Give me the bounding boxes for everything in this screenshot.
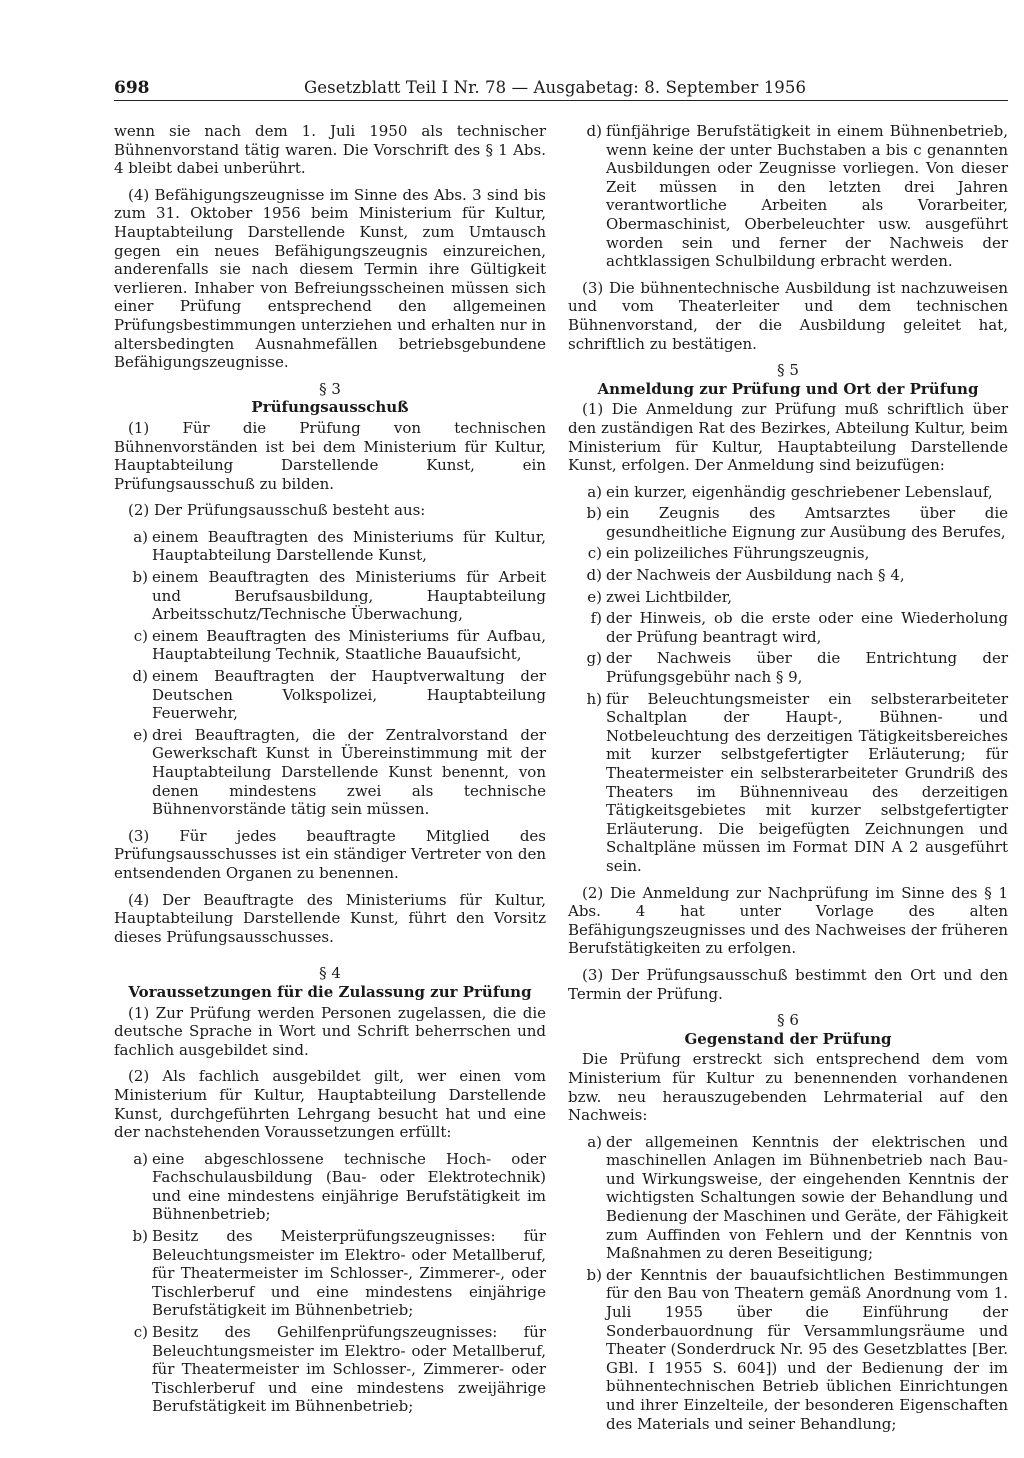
list-item bbox=[568, 588, 1008, 607]
list-item bbox=[114, 1323, 546, 1416]
list-item-label: c) bbox=[133, 1323, 148, 1342]
list-item bbox=[568, 1266, 1008, 1433]
paragraph: (3) Der Prüfungsausschuß bestimmt den Ort und den Termin der Prüfung. bbox=[568, 965, 1008, 1003]
list-item-text: einem Beauftragten der Hauptverwaltung der Deutschen Volkspolizei, Hauptabteilung Feuerwehr, bbox=[152, 667, 546, 723]
list-item-text: ein polizeiliches Führungszeugnis, bbox=[606, 544, 870, 563]
paragraph: wenn sie nach dem 1. Juli 1950 als technischer Bühnenvorstand tätig waren. Die Vorschrift des § 1 Abs. 4 bleibt dabei unberührt. bbox=[114, 122, 546, 178]
list bbox=[114, 1150, 546, 1416]
list bbox=[568, 483, 1008, 876]
list-item-text: eine abgeschlossene technische Hoch- oder Fachschulausbildung (Bau- oder Elektrotechnik) und eine mindestens einjährige Berufstätigkeit im Bühnenbetrieb; bbox=[152, 1149, 546, 1224]
list-item-text: zwei Lichtbilder, bbox=[606, 587, 732, 606]
list-item-text: einem Beauftragten des Ministeriums für Kultur, Hauptabteilung Darstellende Kunst, bbox=[152, 527, 546, 565]
list-item bbox=[568, 690, 1008, 876]
section-number: § 3 bbox=[319, 379, 341, 398]
list-item-text: der allgemeinen Kenntnis der elektrischen und maschinellen Anlagen im Bühnenbetrieb nach Bau- und Wirkungsweise, der eingehenden Kenntnis der wichtigsten Schaltungen sowie der Behandlung und Bedienung der Maschinen und Geräte, der Fähigkeit zum Auffinden von Fehlern und der Kenntnis von Maßnahmen zu deren Beseitigung; bbox=[606, 1132, 1008, 1263]
list-item bbox=[114, 1227, 546, 1320]
list-item-text: fünfjährige Berufstätigkeit in einem Bühnenbetrieb, wenn keine der unter Buchstaben a bis c genannten Ausbildungen oder Zeugnisse vorliegen. Von dieser Zeit müssen in den letzten drei Jahren verantwortliche Arbeiten als Vorarbeiter, Obermaschinist, Oberbeleuchter usw. ausgeführt worden sein und ferner der Nachweis der achtklassigen Schulbildung erbracht werden. bbox=[606, 122, 1008, 271]
section-title: Voraussetzungen für die Zulassung zur Prüfung bbox=[128, 982, 532, 1001]
list-item bbox=[568, 649, 1008, 686]
list-item bbox=[114, 568, 546, 624]
paragraph: (2) Als fachlich ausgebildet gilt, wer einen vom Ministerium für Kultur, Hauptabteilung Darstellende Kunst, durchgeführten Lehrgang besucht hat und eine der nachstehenden Voraussetzungen erfüllt: bbox=[114, 1067, 546, 1142]
section-title: Gegenstand der Prüfung bbox=[684, 1029, 892, 1048]
left-column bbox=[114, 122, 546, 1424]
list-item-label: e) bbox=[587, 587, 602, 606]
list-item-label: d) bbox=[586, 122, 602, 140]
list-item-label: a) bbox=[587, 482, 602, 501]
list-item-text: einem Beauftragten des Ministeriums für Aufbau, Hauptabteilung Technik, Staatliche Bauaufsicht, bbox=[152, 626, 546, 664]
list-item-label: a) bbox=[133, 527, 148, 546]
list-item-label: c) bbox=[587, 544, 602, 563]
paragraph: (4) Befähigungszeugnisse im Sinne des Abs. 3 sind bis zum 31. Oktober 1956 beim Ministerium für Kultur, Hauptabteilung Darstellende Kunst, zum Umtausch gegen ein neues Befähigungszeugnis einzureichen, anderenfalls sie nach diesem Termin ihre Gültigkeit verlieren. Inhaber von Befreiungsscheinen müssen sich einer Prüfung entsprechend den allgemeinen Prüfungsbestimmungen unterziehen und erhalten nur in altersbedingten Ausnahmefällen betriebsgebundene Befähigungszeugnisse. bbox=[114, 185, 546, 372]
list-item bbox=[568, 483, 1008, 502]
list bbox=[568, 1133, 1008, 1434]
list-item-text: ein kurzer, eigenhändig geschriebener Lebenslauf, bbox=[606, 482, 993, 501]
paragraph: (1) Zur Prüfung werden Personen zugelassen, die die deutsche Sprache in Wort und Schrift beherrschen und fachlich ausgebildet sind. bbox=[114, 1003, 546, 1059]
list bbox=[114, 528, 546, 819]
list-item-text: ein Zeugnis des Amtsarztes über die gesundheitliche Eignung zur Ausübung des Berufes, bbox=[606, 504, 1008, 541]
paragraph: (1) Für die Prüfung von technischen Bühnenvorständen ist bei dem Ministerium für Kultur, Hauptabteilung Darstellende Kunst, ein Prüfungsausschuß zu bilden. bbox=[114, 418, 546, 493]
paragraph: (3) Für jedes beauftragte Mitglied des Prüfungsausschusses ist ein ständiger Vertreter von den entsendenden Organen zu benennen. bbox=[114, 826, 546, 882]
list-item bbox=[568, 609, 1008, 646]
list-item-label: b) bbox=[586, 504, 602, 523]
page-number: 698 bbox=[114, 78, 150, 98]
list-item bbox=[114, 1150, 546, 1224]
list-item-label: f) bbox=[590, 609, 602, 628]
section-number: § 5 bbox=[777, 361, 799, 380]
list-item-text: einem Beauftragten des Ministeriums für Arbeit und Berufsausbildung, Hauptabteilung Arbeitsschutz/Technische Überwachung, bbox=[152, 568, 546, 624]
section-title: Anmeldung zur Prüfung und Ort der Prüfung bbox=[597, 379, 979, 398]
list-item-text: für Beleuchtungsmeister ein selbsterarbeiteter Schaltplan der Haupt-, Bühnen- und Notbeleuchtung des derzeitigen Tätigkeitsbereiches mit kurzer selbstgefertigter Erläuterung; für Theatermeister ein selbsterarbeiteter Grundriß des Theaters im Bühnenniveau des derzeitigen Tätigkeitsgebietes mit kurzer selbstgefertigter Erläuterung. Die beigefügten Zeichnungen und Schaltpläne müssen im Format DIN A 2 ausgeführt sein. bbox=[606, 689, 1008, 875]
list-item-label: a) bbox=[133, 1149, 148, 1168]
list-item-label: c) bbox=[133, 626, 148, 645]
list-item-label: b) bbox=[586, 1265, 602, 1284]
list-item-text: der Hinweis, ob die erste oder eine Wiederholung der Prüfung beantragt wird, bbox=[606, 609, 1008, 646]
list-item-text: der Nachweis über die Entrichtung der Prüfungsgebühr nach § 9, bbox=[606, 649, 1008, 687]
list-item bbox=[568, 504, 1008, 541]
section-number: § 6 bbox=[777, 1011, 799, 1030]
list-item-label: e) bbox=[133, 725, 148, 744]
list bbox=[568, 122, 1008, 271]
list-item-label: h) bbox=[586, 689, 602, 708]
paragraph: Die Prüfung erstreckt sich entsprechend dem vom Ministerium für Kultur zu benennenden vorhandenen bzw. neu herauszugebenden Lehrmaterial auf den Nachweis: bbox=[568, 1050, 1008, 1125]
section-number: § 4 bbox=[319, 964, 341, 983]
list-item bbox=[114, 627, 546, 664]
section-title: Prüfungsausschuß bbox=[251, 398, 409, 417]
list-item bbox=[568, 566, 1008, 585]
paragraph: (4) Der Beauftragte des Ministeriums für Kultur, Hauptabteilung Darstellende Kunst, führt den Vorsitz dieses Prüfungsausschusses. bbox=[114, 890, 546, 946]
list-item bbox=[568, 122, 1008, 271]
list-item bbox=[568, 544, 1008, 563]
list-item-label: d) bbox=[586, 566, 602, 585]
list-item bbox=[568, 1133, 1008, 1263]
paragraph: (3) Die bühnentechnische Ausbildung ist nachzuweisen und vom Theaterleiter und dem technischen Bühnenvorstand, der die Ausbildung geleitet hat, schriftlich zu bestätigen. bbox=[568, 278, 1008, 353]
list-item-label: d) bbox=[132, 667, 148, 686]
list-item-label: a) bbox=[587, 1132, 602, 1151]
list-item bbox=[114, 528, 546, 565]
paragraph: (1) Die Anmeldung zur Prüfung muß schriftlich über den zuständigen Rat des Bezirkes, Abteilung Kultur, beim Ministerium für Kultur, Hauptabteilung Darstellende Kunst, erfolgen. Der Anmeldung sind beizufügen: bbox=[568, 400, 1008, 475]
list-item-text: drei Beauftragten, die der Zentralvorstand der Gewerkschaft Kunst in Übereinstimmung mit der Hauptabteilung Darstellende Kunst benennt, von denen mindestens zwei als technische Bühnenvorstände tätig sein müssen. bbox=[152, 725, 546, 819]
list-item bbox=[114, 667, 546, 723]
list-item-text: der Nachweis der Ausbildung nach § 4, bbox=[606, 566, 905, 585]
list-item-label: b) bbox=[132, 1227, 148, 1246]
list-item-label: b) bbox=[132, 568, 148, 587]
paragraph: (2) Der Prüfungsausschuß besteht aus: bbox=[128, 501, 426, 520]
gazette-title: Gesetzblatt Teil I Nr. 78 — Ausgabetag: 8. September 1956 bbox=[304, 78, 807, 97]
list-item bbox=[114, 726, 546, 819]
list-item-label: g) bbox=[586, 649, 602, 668]
list-item-text: Besitz des Meisterprüfungszeugnisses: für Beleuchtungsmeister im Elektro- oder Metallberuf, für Theatermeister im Schlosser-, Zimmerer-, oder Tischlerberuf und eine mindestens einjährige Berufstätigkeit im Bühnenbetrieb; bbox=[152, 1227, 546, 1320]
list-item-text: der Kenntnis der bauaufsichtlichen Bestimmungen für den Bau von Theatern gemäß Anordnung vom 1. Juli 1955 über die Einführung der Sonderbauordnung für Versammlungsräume und Theater (Sonderdruck Nr. 95 des Gesetzblattes [Ber. GBl. I 1955 S. 604]) und der Bedienung der im bühnentechnischen Betrieb üblichen Einrichtungen und ihrer Einzelteile, der besonderen Eigenschaften des Materials und seiner Behandlung; bbox=[606, 1265, 1008, 1433]
paragraph: (2) Die Anmeldung zur Nachprüfung im Sinne des § 1 Abs. 4 hat unter Vorlage des alten Befähigungszeugnisses und des Nachweises der früheren Berufstätigkeiten zu erfolgen. bbox=[568, 883, 1008, 958]
right-column bbox=[568, 122, 1008, 1441]
page-header bbox=[114, 74, 1008, 101]
list-item-text: Besitz des Gehilfenprüfungszeugnisses: für Beleuchtungsmeister im Elektro- oder Metallberuf, für Theatermeister im Schlosser-, Zimmerer- oder Tischlerberuf und eine mindestens zweijährige Berufstätigkeit im Bühnenbetrieb; bbox=[152, 1323, 546, 1416]
